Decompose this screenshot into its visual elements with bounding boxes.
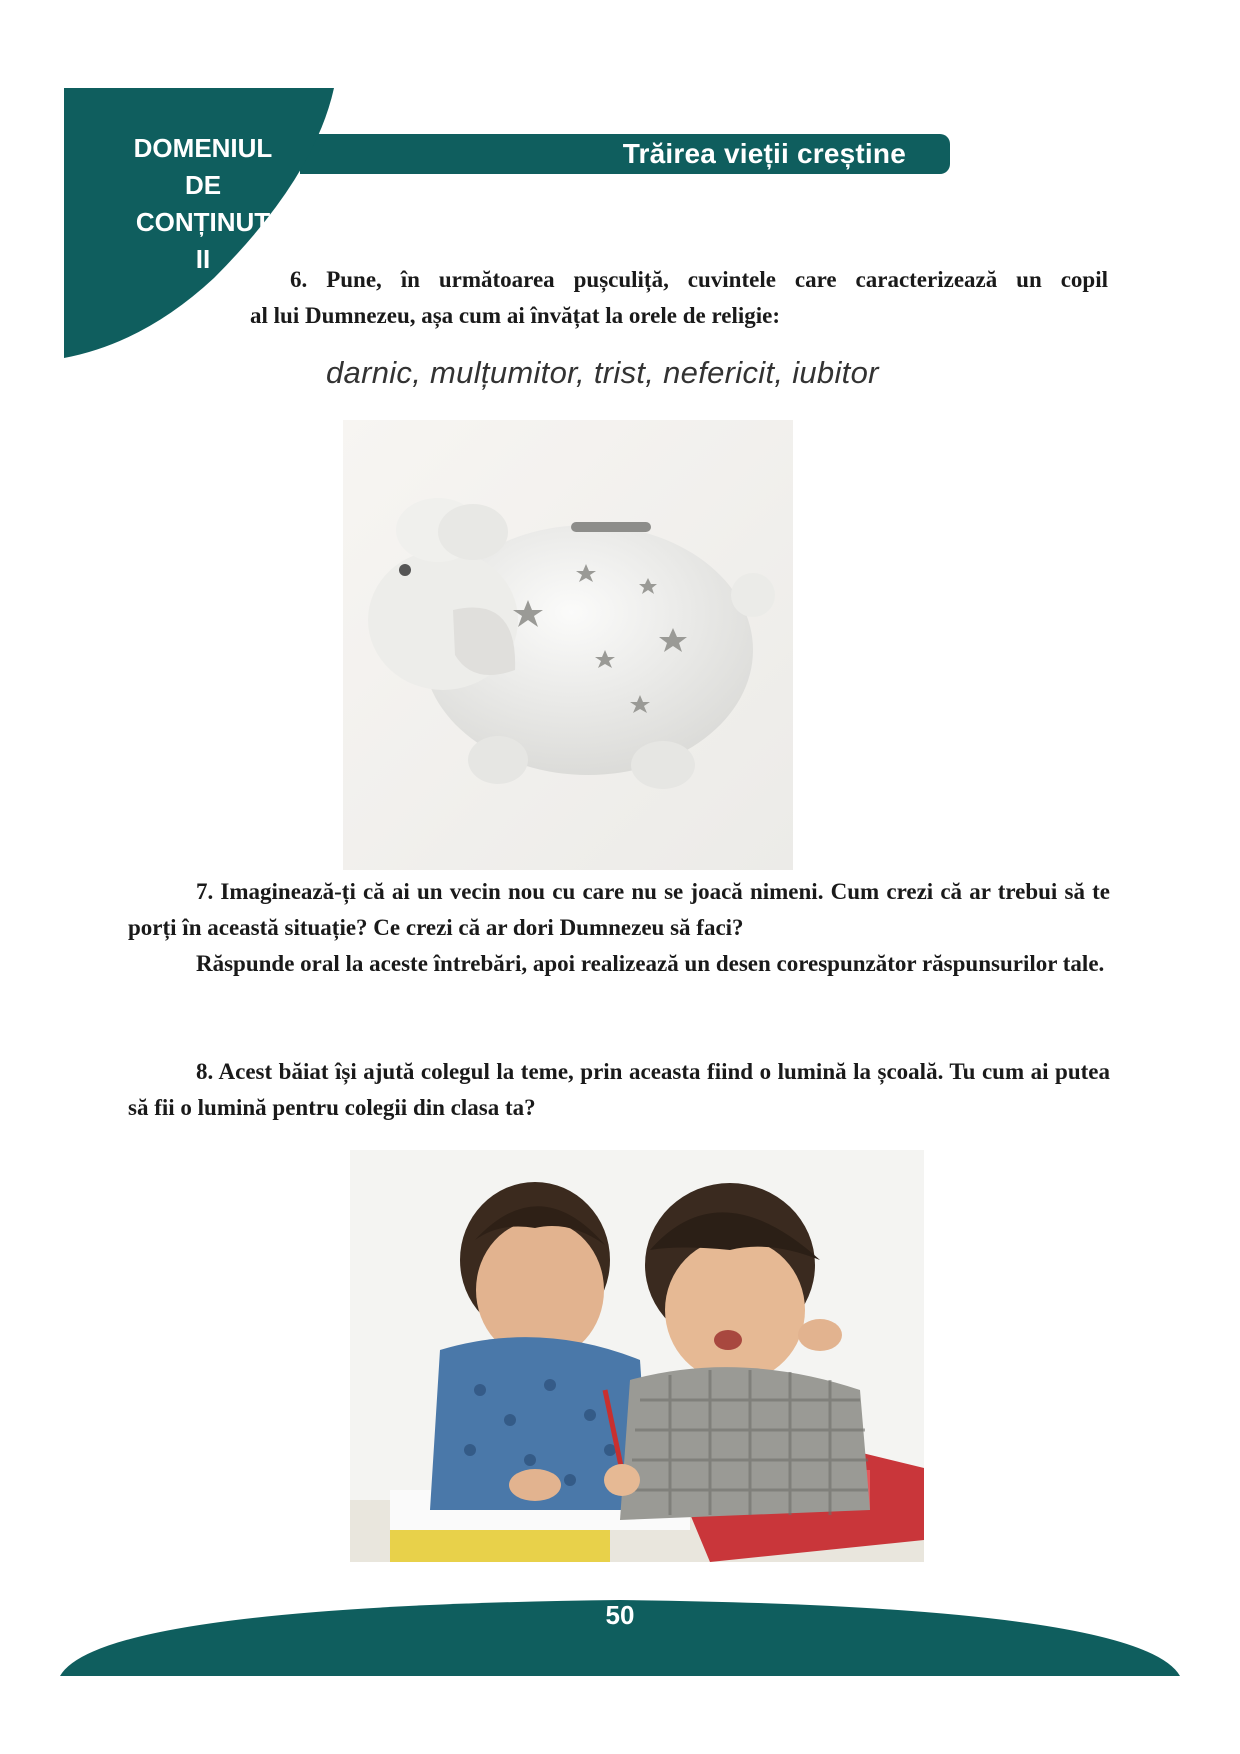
exercise6-line2: al lui Dumnezeu, așa cum ai învățat la orele de religie: (250, 303, 781, 328)
domain-line-3: CONȚINUT (135, 207, 271, 237)
piggy-bank-image (343, 420, 793, 870)
section-title: Trăirea vieții creștine (622, 138, 906, 169)
exercise8-text: 8. Acest băiat își ajută colegul la teme, prin aceasta fiind o lumină la școală. Tu cum ai putea să fii o lumină pentru colegii din clasa ta? (128, 1059, 1110, 1120)
exercise7-text: 7. Imaginează-ți că ai un vecin nou cu care nu se joacă nimeni. Cum crezi că ar trebui să te porți în această situație? Ce crezi că ar dori Dumnezeu să faci? (128, 879, 1110, 940)
boys-studying-image (350, 1150, 924, 1562)
header-bar (300, 134, 950, 174)
exercise6-line1: 6. Pune, în următoarea pușculiță, cuvintele care caracterizează un copil (290, 267, 1108, 292)
page-number: 50 (605, 1600, 635, 1630)
exercise6-words: darnic, mulțumitor, trist, nefericit, iubitor (326, 355, 879, 390)
domain-line-1: DOMENIUL (133, 133, 273, 163)
domain-label (68, 130, 358, 278)
exercise7-text2: Răspunde oral la aceste întrebări, apoi realizează un desen corespunzător răspunsurilor tale. (196, 951, 1105, 976)
domain-line-4: II (195, 244, 211, 274)
domain-line-2: DE (184, 170, 222, 200)
